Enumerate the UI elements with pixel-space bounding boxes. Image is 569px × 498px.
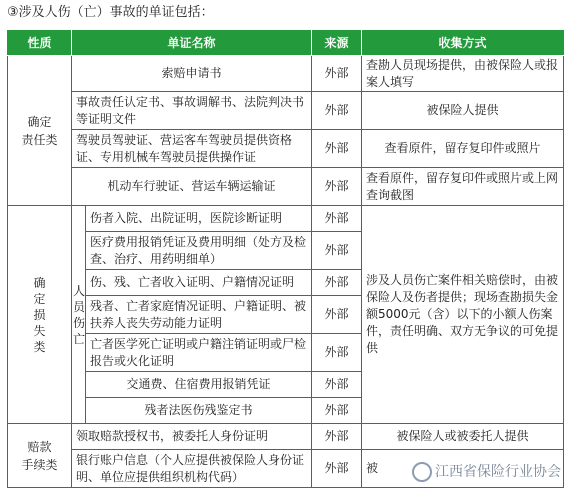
source-cell: 外部 [312, 424, 362, 450]
doc-name-cell: 亡者医学死亡证明或户籍注销证明或尸检报告或火化证明 [86, 334, 312, 372]
doc-name-cell: 残者法医伤残鉴定书 [86, 398, 312, 424]
method-cell-merged: 涉及人员伤亡案件相关赔偿时，由被保险人及伤者提供；现场查勘损失金额5000元（含）以下的小额人伤案件，责任明确、双方无争议的可免提供 [362, 206, 564, 424]
doc-name-cell: 伤者入院、出院证明，医院诊断证明 [86, 206, 312, 232]
category-loss [8, 206, 72, 424]
header-doc-name: 单证名称 [72, 31, 312, 56]
method-cell: 查看原件，留存复印件或照片或上网查询截图 [362, 168, 564, 206]
doc-name-cell: 残者、亡者家庭情况证明、户籍证明、被扶养人丧失劳动能力证明 [86, 296, 312, 334]
table-row [8, 92, 564, 130]
source-cell: 外部 [312, 450, 362, 488]
table-header-row [8, 31, 564, 56]
method-cell: 被保险人提供 [362, 92, 564, 130]
doc-name-cell: 交通费、住宿费用报销凭证 [86, 372, 312, 398]
source-cell: 外部 [312, 92, 362, 130]
association-logo-icon [412, 462, 432, 482]
table-row [8, 56, 564, 92]
source-cell: 外部 [312, 398, 362, 424]
doc-name-cell: 事故责任认定书、事故调解书、法院判决书等证明文件 [72, 92, 312, 130]
source-cell: 外部 [312, 270, 362, 296]
table-row [8, 424, 564, 450]
doc-name-cell: 医疗费用报销凭证及费用明细（处方及检查、治疗、用药明细单） [86, 232, 312, 270]
subcategory-label: 人员伤亡 [72, 283, 85, 346]
method-cell: 被保险人或被委托人提供 [362, 424, 564, 450]
header-method: 收集方式 [362, 31, 564, 56]
source-cell: 外部 [312, 334, 362, 372]
header-source: 来源 [312, 31, 362, 56]
doc-name-cell: 索赔申请书 [72, 56, 312, 92]
doc-name-cell: 领取赔款授权书，被委托人身份证明 [72, 424, 312, 450]
category-liability [8, 56, 72, 206]
subcategory-casualty [72, 206, 86, 424]
category-label: 确定 责任类 [21, 114, 58, 147]
header-nature: 性质 [8, 31, 72, 56]
table-row [8, 168, 564, 206]
watermark-text: 江西省保险行业协会 [435, 464, 561, 480]
source-cell: 外部 [312, 206, 362, 232]
method-cell: 被 [362, 450, 564, 488]
doc-name-cell: 驾驶员驾驶证、营运客车驾驶员提供资格证、专用机械车驾驶员提供操作证 [72, 130, 312, 168]
source-cell: 外部 [312, 232, 362, 270]
source-cell: 外部 [312, 296, 362, 334]
page-title: ③涉及人伤（亡）事故的单证包括： [7, 5, 214, 20]
source-cell: 外部 [312, 168, 362, 206]
method-cell: 查勘人员现场提供，由被保险人或报案人填写 [362, 56, 564, 92]
doc-name-cell: 银行账户信息（个人应提供被保险人身份证明、单位应提供组织机构代码） [72, 450, 312, 488]
doc-name-cell: 伤、残、亡者收入证明、户籍情况证明 [86, 270, 312, 296]
watermark [412, 461, 561, 482]
category-payment [8, 424, 72, 488]
source-cell: 外部 [312, 56, 362, 92]
doc-name-cell: 机动车行驶证、营运车辆运输证 [72, 168, 312, 206]
source-cell: 外部 [312, 130, 362, 168]
table-row [8, 206, 564, 232]
document-table [7, 30, 564, 488]
source-cell: 外部 [312, 372, 362, 398]
method-cell: 查看原件，留存复印件或照片 [362, 130, 564, 168]
category-label: 确定 损失类 [33, 275, 46, 354]
category-label: 赔款 手续类 [21, 439, 58, 472]
table-row [8, 130, 564, 168]
